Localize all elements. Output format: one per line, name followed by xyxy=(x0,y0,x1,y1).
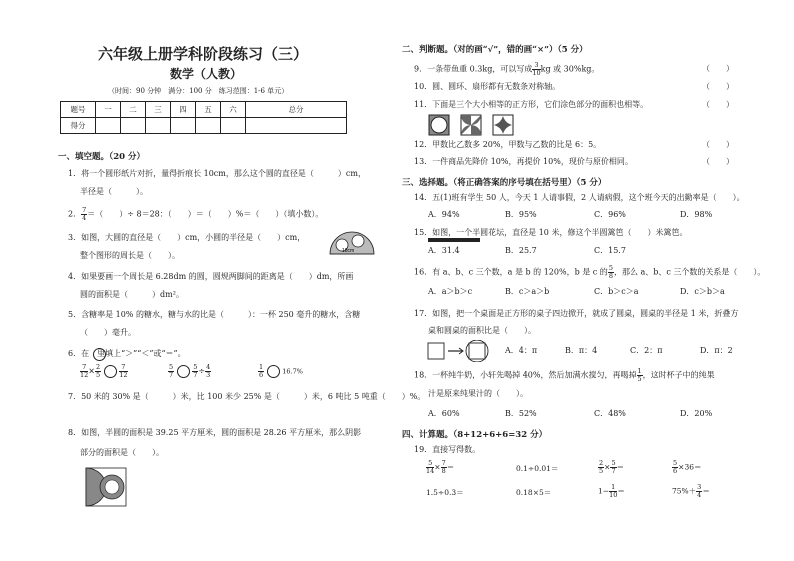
compare-circle-icon[interactable] xyxy=(177,365,190,378)
option[interactable]: B．c＞a＞b xyxy=(505,287,550,296)
question-19: 19．直接写得数。 xyxy=(414,445,481,454)
calc-item: $\frac{2}{5}$ × $\frac{5}{7}$ ＝ xyxy=(599,459,625,475)
score-header: 题号 xyxy=(61,102,96,118)
option[interactable]: B．π：4 xyxy=(565,346,598,355)
compare-circle-icon[interactable] xyxy=(267,365,280,378)
score-cell[interactable] xyxy=(196,118,221,134)
question-1-line1: 1．将一个圆形纸片对折，量得折痕长 10cm，那么这个圆的直径是（ ）cm， xyxy=(68,169,366,178)
score-header: 五 xyxy=(196,102,221,118)
option[interactable]: D．c＞b＞a xyxy=(680,287,725,296)
question-7: 7．50 米的 30% 是（ ）米，比 100 米少 25% 是（ ）米，6 吨比 5 吨重（ ）%。 xyxy=(68,392,426,401)
question-12: 12．甲数比乙数多 20%，甲数与乙数的比是 6：5。 xyxy=(414,140,602,149)
question-10: 10．圆、圆环、扇形都有无数条对称轴。 xyxy=(414,82,561,91)
question-5-line1: 5．含糖率是 10% 的糖水，糖与水的比是（ ）：一杯 250 毫升的糖水，含糖 xyxy=(68,310,361,319)
option[interactable]: C．15.7 xyxy=(594,246,626,255)
score-header: 四 xyxy=(171,102,196,118)
score-header: 一 xyxy=(96,102,121,118)
option[interactable]: A．31.4 xyxy=(428,246,460,255)
question-18-line1: 18．一杯纯牛奶，小轩先喝掉 40%，然后加满水搅匀，再喝掉 $\frac{1}{5}$ ，这时杯子中的纯果 xyxy=(414,367,715,383)
calc-item: 0.1÷0.01＝ xyxy=(516,464,559,473)
section-choice: 三、选择题。（将正确答案的序号填在括号里）（5 分） xyxy=(402,178,607,188)
question-1-line2: 半径是（ ）。 xyxy=(80,187,148,196)
score-header: 六 xyxy=(221,102,246,118)
calc-item: $\frac{5}{14}$ × $\frac{7}{8}$ ＝ xyxy=(426,459,455,475)
option[interactable]: B．95% xyxy=(505,210,537,219)
answer-bracket[interactable]: （ ） xyxy=(702,100,734,109)
answer-bracket[interactable]: （ ） xyxy=(702,64,734,73)
score-cell[interactable] xyxy=(221,118,246,134)
score-cell[interactable] xyxy=(96,118,121,134)
question-13: 13．一件商品先降价 10%，再提价 10%，现价与原价相同。 xyxy=(414,157,633,166)
calc-item: 1− $\frac{1}{10}$ ＝ xyxy=(598,483,625,499)
answer-bracket[interactable]: （ ） xyxy=(702,82,734,91)
option[interactable]: A．94% xyxy=(428,210,460,219)
score-header: 总分 xyxy=(246,102,347,118)
calc-item: 0.18×5＝ xyxy=(516,488,552,497)
option[interactable]: C．48% xyxy=(594,409,626,418)
calc-item: 1.5÷0.3＝ xyxy=(426,488,464,497)
q6-item-3: $\frac{1}{6}$ 16.7% xyxy=(259,363,303,379)
score-cell[interactable] xyxy=(121,118,146,134)
question-6: 6．在 里填上“＞”“＜”或“＝”。 xyxy=(68,349,186,358)
option[interactable]: D．π：2 xyxy=(700,346,733,355)
q6-item-2: $\frac{5}{7}$ $\frac{5}{7}$ ÷ $\frac{4}{3}$ xyxy=(169,363,211,379)
compare-circle-icon xyxy=(93,348,106,361)
score-cell[interactable] xyxy=(171,118,196,134)
option[interactable]: C．96% xyxy=(594,210,626,219)
question-15: 15．如图，一个半圆花坛，直径是 10 米，修这个半圆篱笆（ ）米篱笆。 xyxy=(414,228,688,237)
score-cell[interactable] xyxy=(146,118,171,134)
answer-bracket[interactable]: （ ） xyxy=(702,157,734,166)
option[interactable]: C．b＞c＞a xyxy=(594,287,639,296)
question-5-line2: （ ）毫升。 xyxy=(80,328,136,337)
fraction: $\frac{7}{4}$ xyxy=(82,206,87,222)
question-18-line2: 汁是原来纯果汁的（ ）。 xyxy=(428,389,528,398)
calc-item: 75%＋ $\frac{3}{4}$ ＝ xyxy=(672,483,710,499)
question-3-line1: 3．如图，大圆的直径是（ ）cm，小圆的半径是（ ）cm， xyxy=(68,233,306,242)
option[interactable]: D．98% xyxy=(680,210,713,219)
option[interactable]: A．a＞b＞c xyxy=(428,287,473,296)
score-header: 三 xyxy=(146,102,171,118)
option[interactable]: A．60% xyxy=(428,409,460,418)
question-2: 2． $\frac{7}{4}$ ＝（ ）÷ 8＝28：（ ）＝（ ）%＝（ ）（填小数）。 xyxy=(68,206,324,222)
question-17-line1: 17．如图，把一个桌面是正方形的桌子四边掀开，就成了圆桌，圆桌的半径是 1 米，折叠方 xyxy=(414,309,739,318)
question-9: 9．一条带鱼重 0.3kg，可以写成 $\frac{3}{10}$ kg 或 30%kg。 xyxy=(414,61,600,77)
score-table xyxy=(60,101,347,134)
exam-info: （时间：90 分钟 满分：100 分 练习范围：1-6 单元） xyxy=(108,87,289,95)
question-3-line2: 整个图形的周长是（ ）。 xyxy=(80,251,180,260)
option[interactable]: D．20% xyxy=(680,409,713,418)
option[interactable]: C．2：π xyxy=(630,346,663,355)
question-4-line1: 4．如果要画一个周长是 6.28dm 的圆，圆规两脚间的距离是（ ）dm，所画 xyxy=(68,272,354,281)
compare-circle-icon[interactable] xyxy=(104,365,117,378)
score-row-label: 得分 xyxy=(61,118,96,134)
question-8-line2: 部分的面积是（ ）。 xyxy=(80,448,164,457)
score-cell[interactable] xyxy=(246,118,347,134)
q8-semicircle-figure xyxy=(84,466,128,508)
section-calc: 四、计算题。（8+12+6+6=32 分） xyxy=(402,430,548,440)
question-11: 11．下面是三个大小相等的正方形，它们涂色部分的面积也相等。 xyxy=(414,100,649,109)
question-4-line2: 圆的面积是（ ）dm²。 xyxy=(80,290,184,299)
section-judge: 二、判断题。（对的画“√”，错的画“×”）（5 分） xyxy=(402,45,588,55)
page-title: 六年级上册学科阶段练习（三） xyxy=(98,45,309,63)
q3-dimension-label: 18cm xyxy=(342,248,355,254)
fence-bar xyxy=(428,238,480,242)
calc-item: $\frac{5}{6}$ ×36＝ xyxy=(673,459,702,475)
question-8-line1: 8．如图，半圆的面积是 39.25 平方厘米，圆的面积是 28.26 平方厘米，那么阴影 xyxy=(68,428,362,437)
question-17-line2: 桌和圆桌的面积比是（ ）。 xyxy=(428,326,536,335)
subject-title: 数学（人教） xyxy=(170,67,243,81)
option[interactable]: A．4：π xyxy=(505,346,538,355)
option[interactable]: B．25.7 xyxy=(505,246,537,255)
q6-item-1: $\frac{7}{12}$ × $\frac{2}{5}$ $\frac{7}{12}$ xyxy=(80,363,128,379)
score-header: 二 xyxy=(121,102,146,118)
section-fill-blank: 一、填空题。（20 分） xyxy=(58,152,146,162)
answer-bracket[interactable]: （ ） xyxy=(702,140,734,149)
question-14: 14．五(1)班有学生 50 人，今天 1 人请事假，2 人请病假，这个班今天的出勤率是（ ）。 xyxy=(414,193,745,202)
q11-squares-figure xyxy=(428,113,518,137)
question-16: 16．有 a、b、c 三个数，a 是 b 的 120%，b 是 c 的 $\frac{5}{8}$ ，那么 a、b、c 三个数的关系是（ ）。 xyxy=(414,264,766,280)
option[interactable]: B．52% xyxy=(505,409,537,418)
q3-circles-figure xyxy=(328,228,376,258)
q17-table-figure xyxy=(426,340,496,362)
